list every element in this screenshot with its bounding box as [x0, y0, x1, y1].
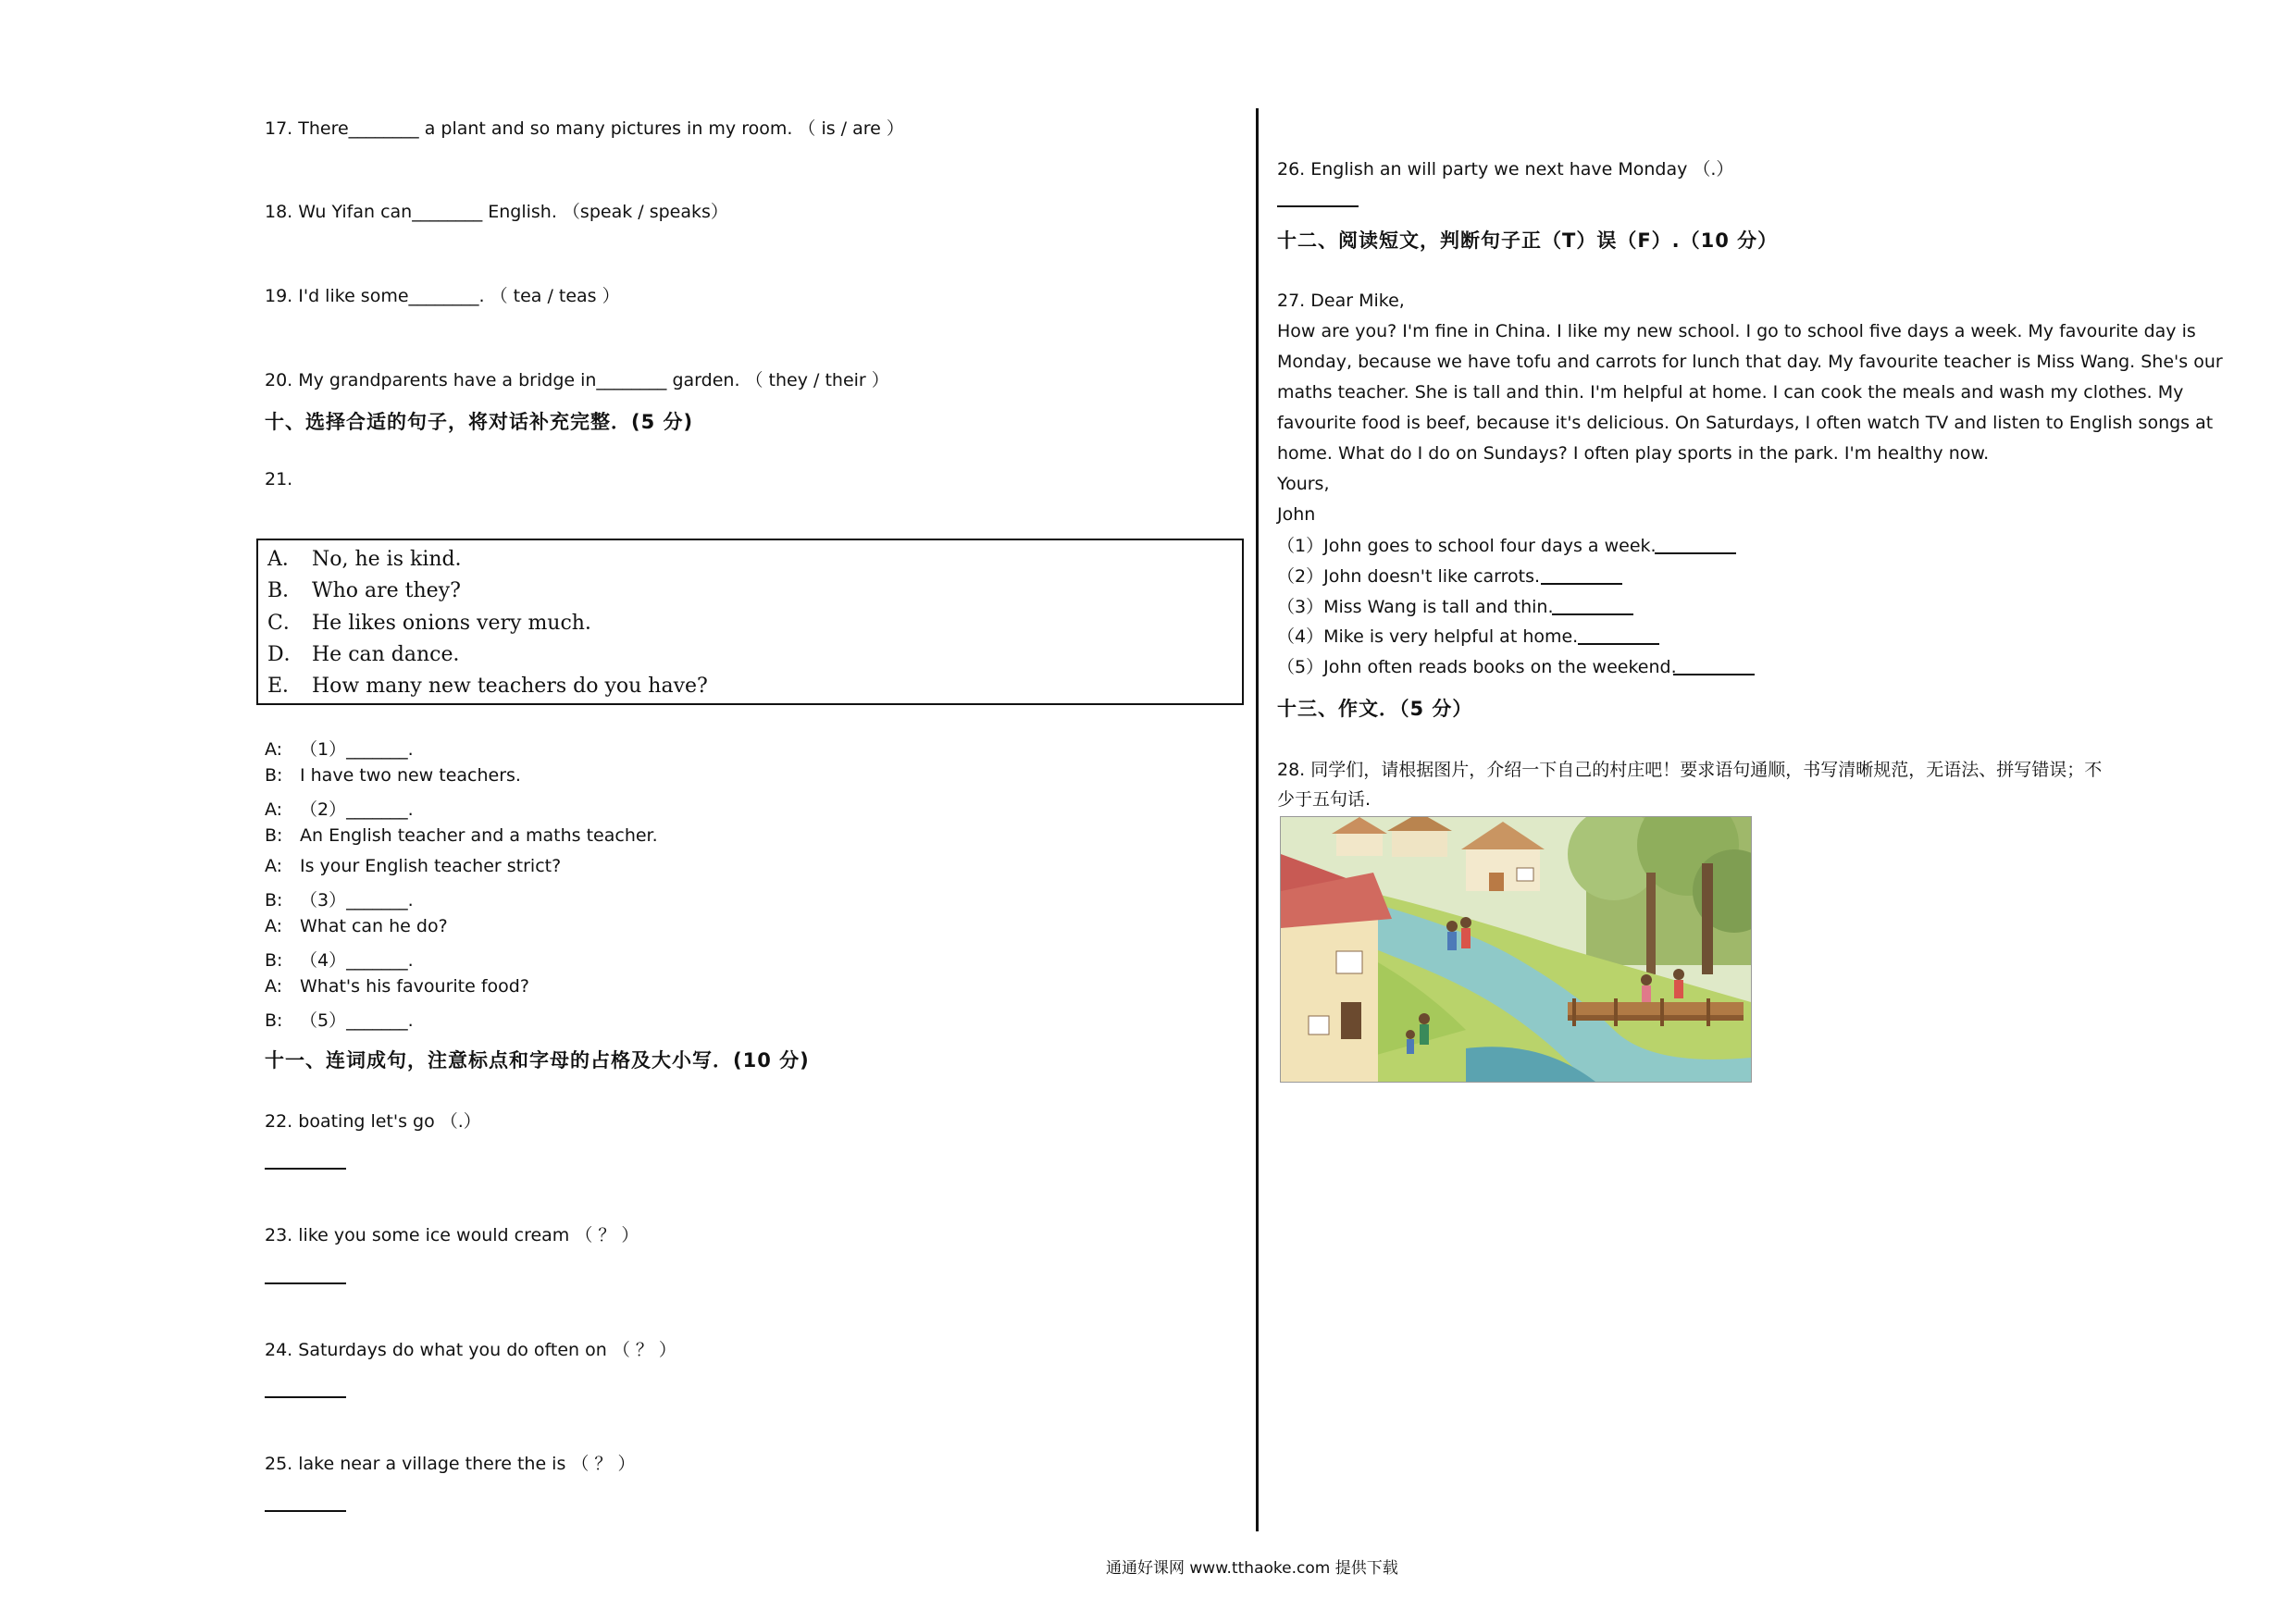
- footer-credit: 通通好课网 www.tthaoke.com 提供下载: [1106, 1559, 1398, 1578]
- question-18: 18. Wu Yifan can________ English. （speak / speaks）: [265, 202, 728, 222]
- letter-closing: Yours,: [1277, 474, 1330, 494]
- section-13-heading: 十三、作文．（5 分）: [1277, 698, 1473, 720]
- answer-line-27-4: [1578, 643, 1659, 645]
- passage-line: How are you? I'm fine in China. I like my new school. I go to school five days a week. My favourite day is: [1277, 321, 2196, 341]
- option-c: C． He likes onions very much．: [267, 612, 605, 635]
- answer-line-24: [265, 1396, 346, 1398]
- question-20: 20. My grandparents have a bridge in________ garden. （ they / their ）: [265, 370, 889, 390]
- passage-line: maths teacher. She is tall and thin. I'm helpful at home. I can cook the meals and wash my clothes. My: [1277, 382, 2184, 403]
- village-scene-image: [1281, 817, 1751, 1082]
- question-26: 26. English an will party we next have Monday （.）: [1277, 159, 1734, 180]
- dialogue-line: B: I have two new teachers.: [265, 765, 521, 786]
- question-24: 24. Saturdays do what you do often on （ ？ ）: [265, 1340, 676, 1360]
- dialogue-line: A: What can he do?: [265, 916, 448, 936]
- passage-line: home. What do I do on Sundays? I often play sports in the park. I'm healthy now.: [1277, 443, 1990, 464]
- statement-3: （3）Miss Wang is tall and thin.: [1277, 597, 1554, 617]
- answer-line-25: [265, 1510, 346, 1512]
- reading-passage: [1277, 316, 2223, 530]
- dialogue-line: B: （5）_______.: [265, 1010, 414, 1031]
- letter-signature: John: [1277, 504, 1316, 525]
- answer-line-22: [265, 1168, 346, 1170]
- options-box: [256, 539, 1244, 705]
- dialogue-line: B: An English teacher and a maths teacher.: [265, 825, 658, 846]
- question-21-label: 21.: [265, 469, 293, 489]
- section-11-heading: 十一、连词成句，注意标点和字母的占格及大小写．(10 分): [265, 1049, 810, 1072]
- section-12-heading: 十二、阅读短文，判断句子正（T）误（F）.（10 分）: [1277, 229, 1779, 252]
- answer-line-23: [265, 1282, 346, 1284]
- statement-4: （4）Mike is very helpful at home.: [1277, 626, 1579, 647]
- answer-line-27-5: [1673, 674, 1755, 675]
- dialogue-line: A: What's his favourite food?: [265, 976, 529, 997]
- statement-1: （1）John goes to school four days a week.: [1277, 536, 1657, 556]
- question-19: 19. I'd like some________. （ tea / teas ）: [265, 286, 620, 306]
- option-d: D． He can dance．: [267, 643, 474, 666]
- passage-line: favourite food is beef, because it's delicious. On Saturdays, I often watch TV and listen to English songs at: [1277, 413, 2214, 433]
- question-23: 23. like you some ice would cream （ ？ ）: [265, 1225, 639, 1245]
- section-10-heading: 十、选择合适的句子，将对话补充完整．(5 分): [265, 411, 694, 433]
- dialogue-line: A: Is your English teacher strict?: [265, 856, 562, 876]
- question-25: 25. lake near a village there the is （ ？ ）: [265, 1454, 636, 1474]
- option-a: A． No, he is kind．: [267, 548, 476, 571]
- question-28-line2: 少于五句话.: [1277, 789, 1371, 810]
- answer-line-27-1: [1655, 552, 1736, 554]
- column-divider: [1256, 108, 1259, 1531]
- question-28-line1: 28. 同学们，请根据图片，介绍一下自己的村庄吧！要求语句通顺，书写清晰规范，无语法、拼写错误；不: [1277, 760, 2103, 780]
- dialogue-line: B: （4）_______.: [265, 950, 414, 971]
- village-illustration: [1280, 816, 1752, 1083]
- dialogue-line: A: （2）_______.: [265, 799, 414, 820]
- question-27-greeting: 27. Dear Mike,: [1277, 291, 1405, 311]
- option-e: E． How many new teachers do you have?: [267, 675, 708, 698]
- question-17: 17. There________ a plant and so many pictures in my room. （ is / are ）: [265, 118, 904, 139]
- statement-2: （2）John doesn't like carrots.: [1277, 566, 1541, 587]
- answer-line-26: [1277, 205, 1359, 207]
- answer-line-27-3: [1552, 613, 1633, 615]
- dialogue-line: B: （3）_______.: [265, 890, 414, 911]
- question-22: 22. boating let's go （.）: [265, 1111, 481, 1132]
- option-b: B． Who are they?: [267, 579, 461, 602]
- dialogue-line: A: （1）_______.: [265, 739, 414, 760]
- statement-5: （5）John often reads books on the weekend.: [1277, 657, 1677, 677]
- answer-line-27-2: [1541, 583, 1622, 585]
- passage-line: Monday, because we have tofu and carrots for lunch that day. My favourite teacher is Miss Wang. She's our: [1277, 352, 2223, 372]
